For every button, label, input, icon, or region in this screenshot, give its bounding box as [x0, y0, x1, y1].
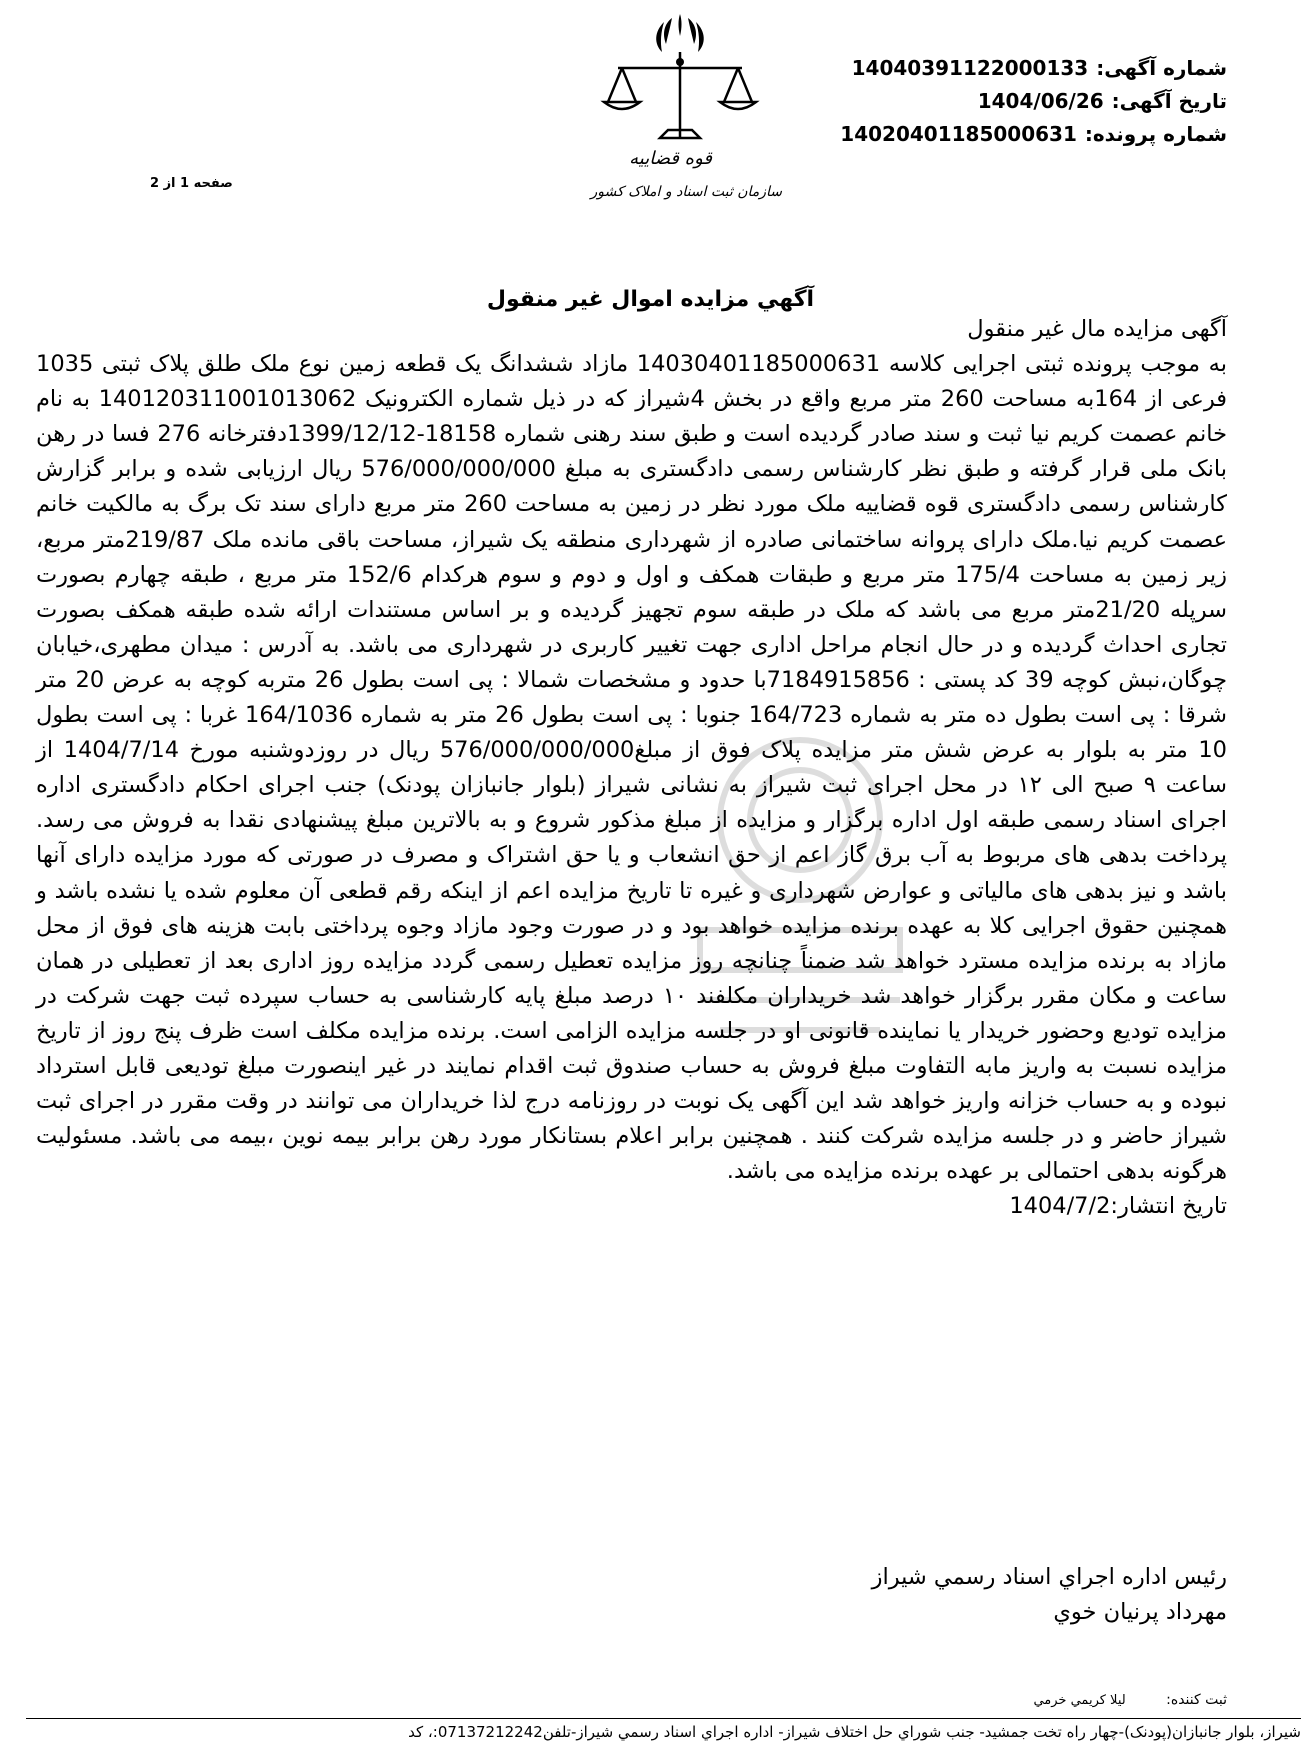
page-count: صفحه 1 از 2: [150, 176, 233, 191]
notice-number-row: [727, 52, 1227, 85]
signer-name: مهرداد پرنيان خوي: [1053, 1599, 1227, 1625]
notice-date: 1404/06/26: [977, 89, 1104, 113]
emblem-org-line1: قوه قضاییه: [629, 148, 712, 169]
footer-address: شيراز، بلوار جانبازان(پودنک)-چهار راه تخت جمشيد- جنب شوراي حل اختلاف شيراز- اداره اجراي اسناد رسمي شيراز-تلفن07137212242:، کد: [408, 1723, 1301, 1741]
publication-date: تاریخ انتشار:1404/7/2: [1009, 1193, 1227, 1220]
document-title: آگهي مزايده اموال غير منقول: [486, 286, 815, 312]
notice-date-row: [727, 85, 1227, 118]
notice-number: 14040391122000133: [851, 56, 1089, 80]
recorder-line: [1033, 1692, 1227, 1708]
recorder-label: ثبت کننده:: [1166, 1692, 1227, 1708]
footer-divider: [26, 1718, 1301, 1719]
signature-block: [872, 1560, 1227, 1630]
notice-intro: آگهی مزایده مال غیر منقول: [967, 316, 1227, 342]
notice-body: [36, 312, 1227, 1224]
recorder-name: ليلا کريمي خرمي: [1033, 1693, 1126, 1708]
notice-text: به موجب پرونده ثبتی اجرایی کلاسه 14030401185000631 مازاد ششدانگ یک قطعه زمین نوع ملک طلق پلاک ثبتی 1035 فرعی از 164به مساحت 260 متر مربع واقع در بخش 4شیراز که در ذیل شماره الکترونیک 140120311001013062 به نام خانم عصمت کریم نیا ثبت و سند صادر گردیده است و طبق سند رهنی شماره 18158-1399/12/12دفترخانه 276 فسا در رهن بانک ملی قرار گرفته و طبق نظر کارشناس رسمی دادگستری به مبلغ 576/000/000/000 ریال ارزیابی شده و برابر گزارش کارشناس رسمی دادگستری قوه قضاییه ملک مورد نظر در زمین به مساحت 260 متر مربع دارای سند تک برگ به مالکیت خانم عصمت کریم نیا.ملک دارای پروانه ساختمانی صادره از شهرداری منطقه یک شیراز، مساحت باقی مانده ملک 219/87متر مربع، زیر زمین به مساحت 175/4 متر مربع و طبقات همکف و اول و دوم و سوم هرکدام 152/6 متر مربع ، طبقه چهارم بصورت سرپله 21/20متر مربع می باشد که ملک در طبقه سوم تجهیز گردیده و بر اساس مستندات ارائه شده طبقه همکف بصورت تجاری احداث گردیده و در حال انجام مراحل اداری جهت تغییر کاربری در شهرداری می باشد. به آدرس : میدان مطهری،خیابان چوگان،نبش کوچه 39 کد پستی : 7184915856با حدود و مشخصات شمالا : پی است بطول 26 متربه کوچه به عرض 20 متر شرقا : پی است بطول ده متر به شماره 164/723 جنوبا : پی است بطول 26 متر به شماره 164/1036 غربا : پی است بطول 10 متر به بلوار به عرض شش متر مزایده پلاک فوق از مبلغ576/000/000/000 ریال در روزدوشنبه مورخ 1404/7/14 از ساعت ۹ صبح الی ۱۲ در محل اجرای ثبت شیراز به نشانی شیراز (بلوار جانبازان پودنک) جنب اجرای احکام دادگستری اداره اجرای اسناد رسمی طبقه اول اداره برگزار و مزایده از مبلغ مذکور شروع و به بالاترین مبلغ پیشنهادی نقدا به فروش می رسد. پرداخت بدهی های مربوط به آب برق گاز اعم از حق انشعاب و یا حق اشتراک و مصرف در صورتی که مورد مزایده دارای آنها باشد و نیز بدهی های مالیاتی و عوارض شهرداری و غیره تا تاریخ مزایده اعم از اینکه رقم قطعی آن معلوم شده یا نشده باشد و همچنین حقوق اجرایی کلا به عهده برنده مزایده خواهد بود و در صورت وجود مازاد وجوه پرداختی بابت هزینه های فوق از محل مازاد به برنده مزایده مسترد خواهد شد ضمناً چنانچه روز مزایده تعطیل رسمی گردد مزایده روز اداری بعد از تعطیلی در همان ساعت و مکان مقرر برگزار خواهد شد خریداران مکلفند ۱۰ درصد مبلغ پایه کارشناسی به حساب سپرده ثبت جهت شرکت در مزایده تودیع وحضور خریدار یا نماینده قانونی او در جلسه مزایده الزامی است. برنده مزایده مکلف است ظرف پنج روز از تاریخ مزایده نسبت به واریز مابه التفاوت مبلغ فروش به حساب صندوق ثبت اقدام نمایند در غیر اینصورت مبلغ تودیعی قابل استرداد نبوده و به حساب خزانه واریز خواهد شد این آگهی یک نوبت در روزنامه درج لذا خریداران می توانند در وقت مقرر در اجرای ثبت شیراز حاضر و در جلسه مزایده شرکت کنند . همچنین برابر اعلام بستانکار مورد رهن برابر بیمه نوین ،بیمه می باشد. مسئولیت هرگونه بدهی احتمالی بر عهده برنده مزایده می باشد.: [36, 351, 1228, 1185]
emblem-org-line2: سازمان ثبت اسناد و املاک کشور: [590, 184, 782, 200]
signer-position: رئيس اداره اجراي اسناد رسمي شيراز: [871, 1564, 1227, 1590]
case-number-row: [727, 118, 1227, 151]
case-number-label: شماره پرونده:: [1084, 122, 1227, 146]
case-number: 14020401185000631: [840, 122, 1077, 146]
notice-number-label: شماره آگهی:: [1096, 56, 1227, 80]
notice-date-label: تاریخ آگهی:: [1111, 89, 1227, 113]
notice-header: [727, 52, 1227, 151]
